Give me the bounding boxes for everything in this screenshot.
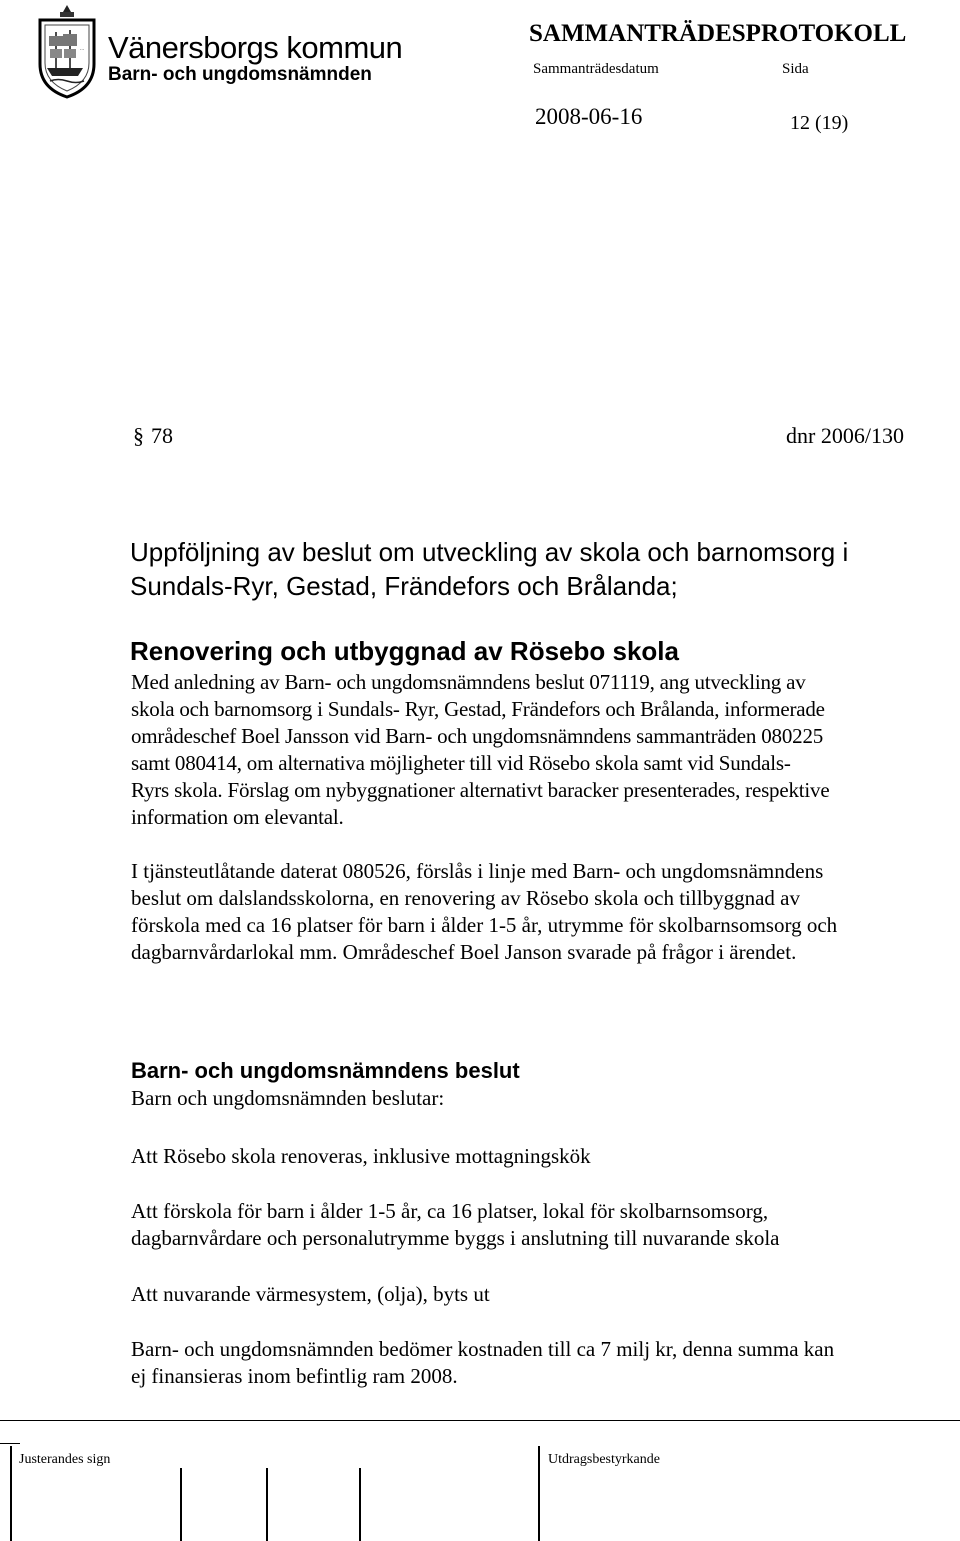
municipality-name: Vänersborgs kommun xyxy=(108,30,403,65)
footer-divider xyxy=(0,1420,960,1421)
page-number: 12 (19) xyxy=(790,112,849,134)
signature-box-line xyxy=(266,1468,268,1541)
case-dnr: dnr 2006/130 xyxy=(786,423,904,448)
footer-short-divider xyxy=(0,1443,20,1444)
signature-box-line xyxy=(359,1468,361,1541)
meeting-date-label: Sammanträdesdatum xyxy=(533,61,659,77)
decision-cost: ej finansieras inom befintlig ram 2008. xyxy=(131,1364,458,1388)
body-line: samt 080414, om alternativa möjligheter till vid Rösebo skola samt vid Sundals- xyxy=(131,751,791,775)
body-line: information om elevantal. xyxy=(131,805,344,829)
body-line: Med anledning av Barn- och ungdomsnämndens beslut 071119, ang utveckling av xyxy=(131,670,806,694)
municipality-crest-logo xyxy=(36,2,98,100)
item-title-line: Uppföljning av beslut om utveckling av skola och barnomsorg i xyxy=(130,537,849,567)
signature-box-line xyxy=(180,1468,182,1541)
body-line: områdeschef Boel Jansson vid Barn- och ungdomsnämndens sammanträden 080225 xyxy=(131,724,824,748)
paragraph-mark: § xyxy=(133,423,144,448)
decision-point: Att Rösebo skola renoveras, inklusive mottagningskök xyxy=(131,1144,591,1168)
page-label: Sida xyxy=(782,61,809,77)
meeting-date: 2008-06-16 xyxy=(535,104,643,129)
body-line: Ryrs skola. Förslag om nybyggnationer alternativt baracker presenterades, respektive xyxy=(131,778,830,802)
committee-name: Barn- och ungdomsnämnden xyxy=(108,64,372,85)
body-line: förskola med ca 16 platser för barn i ålder 1-5 år, utrymme för skolbarnsomsorg och xyxy=(131,913,838,937)
body-line: I tjänsteutlåtande daterat 080526, förslås i linje med Barn- och ungdomsnämndens xyxy=(131,859,824,883)
document-type-title: SAMMANTRÄDESPROTOKOLL xyxy=(529,20,907,47)
signature-box-line xyxy=(538,1446,540,1541)
decision-point: Att nuvarande värmesystem, (olja), byts ut xyxy=(131,1282,490,1306)
paragraph-number: 78 xyxy=(151,423,173,448)
item-title-line: Sundals-Ryr, Gestad, Frändefors och Brålanda; xyxy=(130,571,678,601)
decision-intro: Barn och ungdomsnämnden beslutar: xyxy=(131,1086,445,1110)
body-line: beslut om dalslandsskolorna, en renovering av Rösebo skola och tillbyggnad av xyxy=(131,886,800,910)
decision-point: Att förskola för barn i ålder 1-5 år, ca 16 platser, lokal för skolbarnsomsorg, xyxy=(131,1199,769,1223)
decision-cost: Barn- och ungdomsnämnden bedömer kostnaden till ca 7 milj kr, denna summa kan xyxy=(131,1337,835,1361)
svg-text:...: ... xyxy=(80,46,85,52)
body-line: skola och barnomsorg i Sundals- Ryr, Gestad, Frändefors och Brålanda, informerade xyxy=(131,697,825,721)
decision-heading: Barn- och ungdomsnämndens beslut xyxy=(131,1058,520,1083)
body-line: dagbarnvårdarlokal mm. Områdeschef Boel Janson svarade på frågor i ärendet. xyxy=(131,940,797,964)
decision-point: dagbarnvårdare och personalutrymme byggs i anslutning till nuvarande skola xyxy=(131,1226,780,1250)
signature-label: Justerandes sign xyxy=(19,1452,111,1467)
certification-label: Utdragsbestyrkande xyxy=(548,1452,660,1467)
signature-box-line xyxy=(10,1446,12,1541)
item-subtitle: Renovering och utbyggnad av Rösebo skola xyxy=(130,636,679,666)
